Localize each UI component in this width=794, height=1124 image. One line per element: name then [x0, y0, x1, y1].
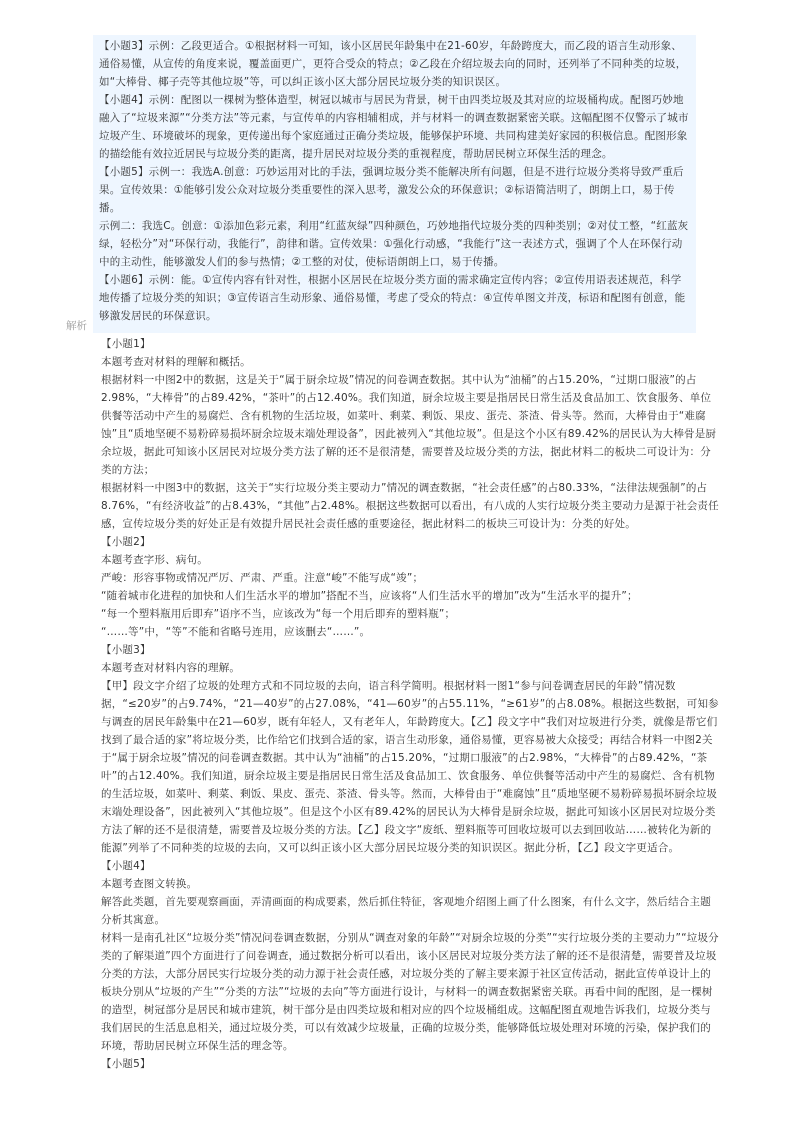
analysis-line: 解答此类题，首先要观察画面，弄清画面的构成要素，然后抓住特征，客观地介绍图上画了什么图案，有什么文字，然后结合主题分析其寓意。: [101, 896, 711, 926]
analysis-line: 本题考查对材料的理解和概括。: [101, 356, 251, 368]
answer-item-5-example-1: 【小题5】示例一：我选A.创意：巧妙运用对比的手法，强调垃圾分类不能解决所有问题，但是不进行垃圾分类将导致严重后果。宣传效果：①能够引发公众对垃圾分类重要性的深入思考，激发公众的环保意识；②标语简洁明了，朗朗上口，易于传播。: [99, 166, 684, 214]
answer-item-4: 【小题4】示例：配图以一棵树为整体造型，树冠以城市与居民为背景，树干由四类垃圾及其对应的垃圾桶构成。配图巧妙地融入了“垃圾来源”“分类方法”等元素，与宣传单的内容相辅相成，并与材料一的调查数据紧密关联。这幅配图不仅警示了城市垃圾产生、环境破坏的现象，更传递出每个家庭通过正确分类垃圾，能够保护环境、共同构建美好家园的积极信息。配图形象的描绘能有效拉近居民与垃圾分类的距离，提升居民对垃圾分类的重视程度，帮助居民树立环保生活的理念。: [99, 94, 689, 160]
answer-item-6: 【小题6】示例：能。①宣传内容有针对性，根据小区居民在垃圾分类方面的需求确定宣传内容；②宣传用语表述规范，科学地传播了垃圾分类的知识；③宣传语言生动形象、通俗易懂，考虑了受众的特点：④宣传单图文并茂，标语和配图有创意，能够激发居民的环保意识。: [99, 274, 686, 322]
analysis-line: 【小题3】: [101, 644, 151, 656]
analysis-line: “每一个塑料瓶用后即弃”语序不当，应该改为“每一个用后即弃的塑料瓶”；: [101, 608, 456, 620]
analysis-line: 根据材料一中图2中的数据，这是关于“属于厨余垃圾”情况的问卷调查数据。其中认为“油桶”的占15.20%，“过期口服液”的占2.98%，“大棒骨”的占89.42%，“茶叶”的占12.40%。我们知道，厨余垃圾主要是指居民日常生活及食品加工、饮食服务、单位供餐等活动中产生的易腐烂、含有机物的生活垃圾，如菜叶、剩菜、剩饭、果皮、蛋壳、茶渣、骨头等。然而，大棒骨由于“难腐蚀”且“质地坚硬不易粉碎易损坏厨余垃圾末端处理设备”，因此被列入“其他垃圾”。但是这个小区有89.42%的居民认为大棒骨是厨余垃圾，据此可知该小区居民对垃圾分类方法了解的还不是很清楚，需要普及垃圾分类的方法，据此材料二的板块二可设计为：分类的方法；: [101, 374, 717, 476]
analysis-line: 【甲】段文字介绍了垃圾的处理方式和不同垃圾的去向，语言科学简明。根据材料一图1“参与问卷调查居民的年龄”情况数据，“≤20岁”的占9.74%，“21—40岁”的占27.08%，“41—60岁”的占55.11%，“≥61岁”的占8.08%。根据这些数据，可知参与调查的居民年龄集中在21—60岁，既有年轻人，又有老年人，年龄跨度大。【乙】段文字中“我们对垃圾进行分类，就像是帮它们找到了最合适的家”将垃圾分类，比作给它们找到合适的家，语言生动形象，通俗易懂，更容易被大众接受；再结合材料一中图2关于“属于厨余垃圾”情况的问卷调查数据。其中认为“油桶”的占15.20%，“过期口服液”的占2.98%，“大棒骨”的占89.42%，“茶叶”的占12.40%。我们知道，厨余垃圾主要是指居民日常生活及食品加工、饮食服务、单位供餐等活动中产生的易腐烂、含有机物的生活垃圾，如菜叶、剩菜、剩饭、果皮、蛋壳、茶渣、骨头等。然而，大棒骨由于“难腐蚀”且“质地坚硬不易粉碎易损坏厨余垃圾末端处理设备”，因此被列入“其他垃圾”。但是这个小区有89.42%的居民认为大棒骨是厨余垃圾，据此可知该小区居民对垃圾分类方法了解的还不是很清楚，需要普及垃圾分类的方法。【乙】段文字“废纸、塑料瓶等可回收垃圾可以去到回收站……被转化为新的能源”列举了不同种类的垃圾的去向，又可以纠正该小区大部分居民垃圾分类的知识误区。据此分析，【乙】段文字更适合。: [101, 680, 719, 854]
analysis-line: 严峻：形容事物或情况严厉、严肃、严重。注意“峻”不能写成“竣”；: [101, 572, 424, 584]
answer-box: [93, 35, 696, 333]
answer-item-3: 【小题3】示例：乙段更适合。①根据材料一可知，该小区居民年龄集中在21-60岁，年龄跨度大，而乙段的语言生动形象、通俗易懂，从宣传的角度来说，覆盖面更广，更符合受众的特点；②乙段在介绍垃圾去向的同时，还列举了不同种类的垃圾，如“大棒骨、椰子壳等其他垃圾”等，可以纠正该小区大部分居民垃圾分类的知识误区。: [99, 40, 687, 88]
answer-item-5-example-2: 示例二：我选C。创意：①添加色彩元素，利用“红蓝灰绿”四种颜色，巧妙地指代垃圾分类的四种类别；②对仗工整，“红蓝灰绿，轻松分”对“环保行动，我能行”，韵律和谐。宣传效果：①强化行动感，“我能行”这一表述方式，强调了个人在环保行动中的主动性，能够激发人们的参与热情；②工整的对仗，使标语朗朗上口，易于传播。: [99, 220, 689, 268]
analysis-line: 根据材料一中图3中的数据，这关于“实行垃圾分类主要动力”情况的调查数据，“社会责任感”的占80.33%，“法律法规强制”的占8.76%，“有经济收益”的占8.43%，“其他”占2.48%。根据这些数据可以看出，有八成的人实行垃圾分类主要动力是源于社会责任感，宣传垃圾分类的好处正是有效提升居民社会责任感的重要途径，据此材料二的板块三可设计为：分类的好处。: [101, 482, 719, 530]
analysis-line: 【小题4】: [101, 860, 151, 872]
analysis-line: 本题考查图文转换。: [101, 878, 198, 890]
analysis-line: 【小题1】: [101, 338, 151, 350]
analysis-line: 材料一是南孔社区“垃圾分类”情况问卷调查数据，分别从“调查对象的年龄”“对厨余垃圾的分类”“实行垃圾分类的主要动力”“垃圾分类的了解渠道”四个方面进行了问卷调查，通过数据分析可以看出，该小区居民对垃圾分类方法了解的还不是很清楚，需要普及垃圾分类的方法，大部分居民实行垃圾分类的动力源于社会责任感，对垃圾分类的了解主要来源于社区宣传活动，据此宣传单设计上的板块分别从“垃圾的产生”“分类的方法”“垃圾的去向”等方面进行设计，与材料一的调查数据紧密关联。再看中间的配图，是一棵树的造型，树冠部分是居民和城市建筑，树干部分是由四类垃圾和相对应的四个垃圾桶组成。这幅配图直观地告诉我们，垃圾分类与我们居民的生活息息相关，通过垃圾分类，可以有效减少垃圾量，正确的垃圾分类，能够降低垃圾处理对环境的污染，保护我们的环境，帮助居民树立环保生活的理念等。: [101, 932, 719, 1052]
analysis-line: “……等”中，“等”不能和省略号连用，应该删去“……”。: [101, 626, 371, 638]
analysis-line: 【小题5】: [101, 1058, 151, 1070]
analysis-label: 解析: [66, 320, 87, 332]
analysis-line: 【小题2】: [101, 536, 151, 548]
analysis-section: [101, 335, 721, 1073]
analysis-line: “随着城市化进程的加快和人们生活水平的增加”搭配不当，应该将“人们生活水平的增加”改为“生活水平的提升”；: [101, 590, 638, 602]
analysis-line: 本题考查字形、病句。: [101, 554, 208, 566]
analysis-line: 本题考查对材料内容的理解。: [101, 662, 241, 674]
